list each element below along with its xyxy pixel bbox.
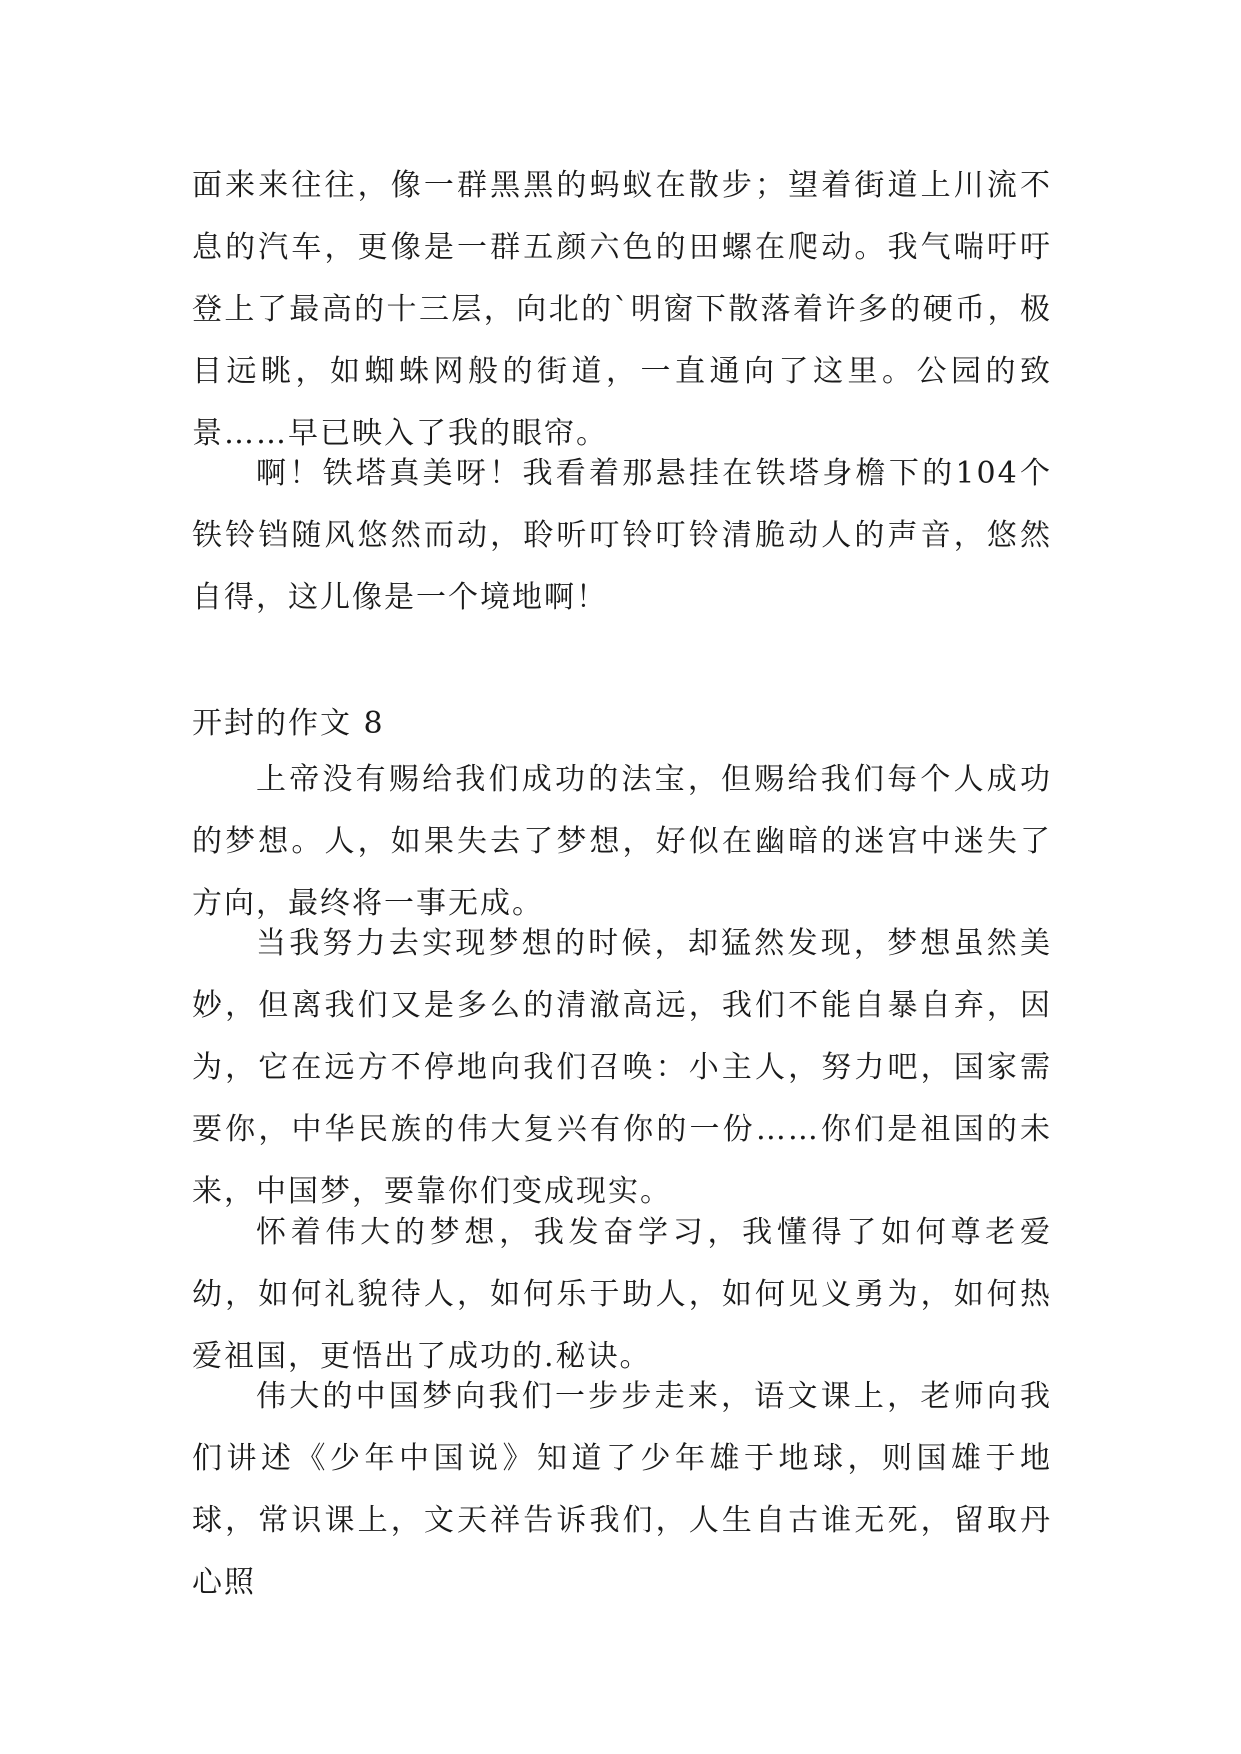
paragraph-chinese-dream: 伟大的中国梦向我们一步步走来，语文课上，老师向我们讲述《少年中国说》知道了少年雄于地球，则国雄于地球，常识课上，文天祥告诉我们，人生自古谁无死，留取丹心照 xyxy=(192,1379,1052,1600)
paragraph-tower-bells: 啊！铁塔真美呀！我看着那悬挂在铁塔身檐下的104个铁铃铛随风悠然而动，聆听叮铃叮铃清脆动人的声音，悠然自得，这儿像是一个境地啊！ xyxy=(192,456,1052,615)
paragraph-dream-pursuit: 当我努力去实现梦想的时候，却猛然发现，梦想虽然美妙，但离我们又是多么的清澈高远，我们不能自暴自弃，因为，它在远方不停地向我们召唤：小主人，努力吧，国家需要你，中华民族的伟大复兴有你的一份……你们是祖国的未来，中国梦，要靠你们变成现实。 xyxy=(192,926,1052,1209)
section-title: 开封的作文 8 xyxy=(192,706,385,741)
paragraph-tower-view: 面来来往往，像一群黑黑的蚂蚁在散步；望着街道上川流不息的汽车，更像是一群五颜六色的田螺在爬动。我气喘吁吁登上了最高的十三层，向北的`明窗下散落着许多的硬币，极目远眺，如蜘蛛网般的街道，一直通向了这里。公园的致景……早已映入了我的眼帘。 xyxy=(192,168,1052,451)
paragraph-dream-intro: 上帝没有赐给我们成功的法宝，但赐给我们每个人成功的梦想。人，如果失去了梦想，好似在幽暗的迷宫中迷失了方向，最终将一事无成。 xyxy=(192,762,1052,921)
paragraph-dream-study: 怀着伟大的梦想，我发奋学习，我懂得了如何尊老爱幼，如何礼貌待人，如何乐于助人，如何见义勇为，如何热爱祖国，更悟出了成功的.秘诀。 xyxy=(192,1215,1052,1374)
